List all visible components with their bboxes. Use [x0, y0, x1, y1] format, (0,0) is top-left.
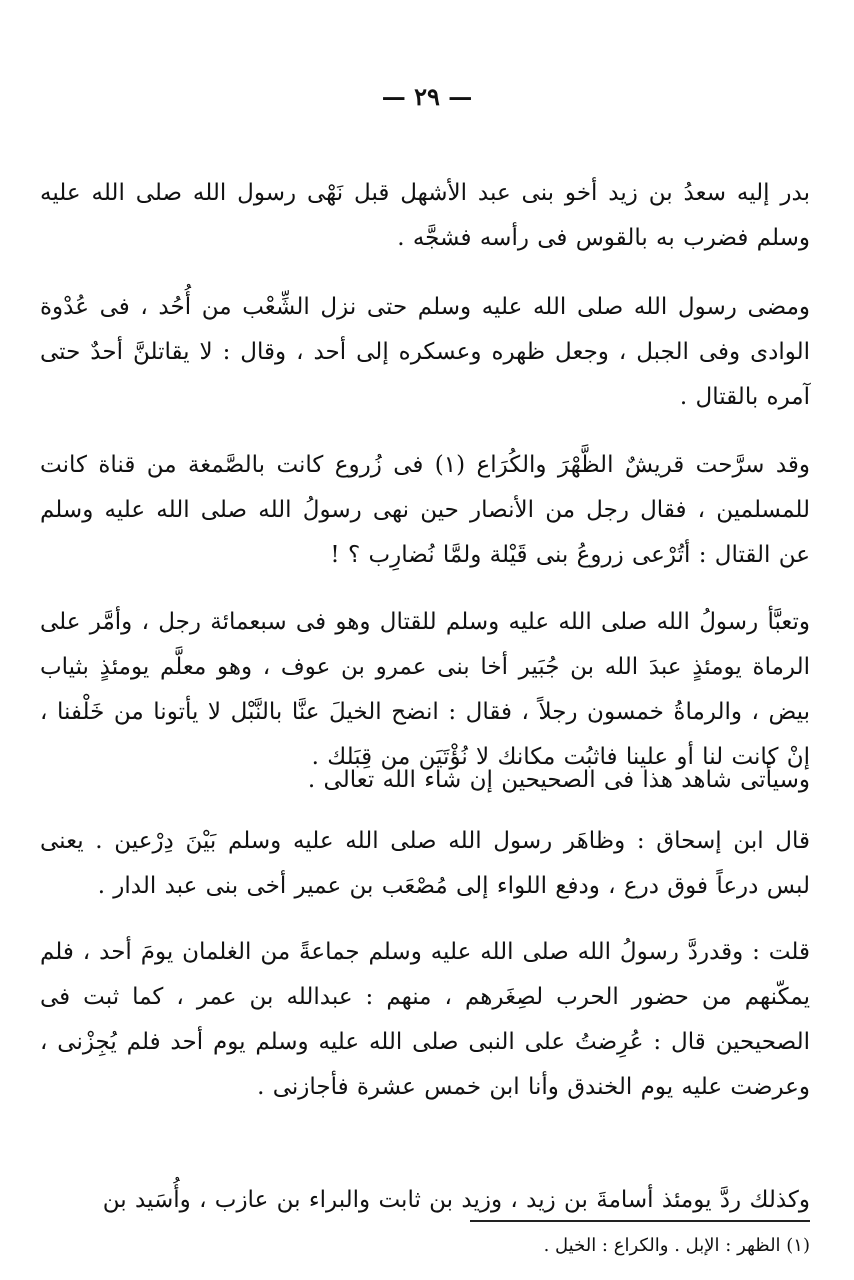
paragraph-5: وسيأتى شاهد هذا فى الصحيحين إن شاء الله تعالى .: [307, 767, 810, 793]
paragraph-3: وقد سرَّحت قريشٌ الظَّهْرَ والكُرَاع (١) فى زُروع كانت بالصَّمغة من قناة كانت للمسلمين ، فقال رجل من الأنصار حين نهى رسولُ الله صلى الله عليه وسلم عن القتال : أتُرْعى زروعُ بنى قَيْلة ولمَّا نُضارِب ؟ !: [40, 452, 810, 568]
paragraph-6: قال ابن إسحاق : وظاهَر رسول الله صلى الله عليه وسلم بَيْنَ دِرْعين . يعنى لبس درعاً فوق درع ، ودفع اللواء إلى مُصْعَب بن عمير أخى بنى عبد الدار .: [40, 828, 810, 899]
paragraph-7: قلت : وقدردَّ رسولُ الله صلى الله عليه وسلم جماعةً من الغلمان يومَ أحد ، فلم يمكّنهم من حضور الحرب لصِغَرهم ، منهم : عبدالله بن عمر ، كما ثبت فى الصحيحين قال : عُرِضتُ على النبى صلى الله عليه وسلم يوم أحد فلم يُجِزْنى ، وعرضت عليه يوم الخندق وأنا ابن خمس عشرة فأجازنى .: [40, 939, 810, 1100]
footnote: (١) الظهر : الإبل . والكراع : الخيل .: [543, 1235, 810, 1256]
paragraph-4: وتعبَّأ رسولُ الله صلى الله عليه وسلم للقتال وهو فى سبعمائة رجل ، وأمَّر على الرماة يومئذٍ عبدَ الله بن جُبَير أخا بنى عمرو بن عوف ، وهو معلَّم يومئذٍ بثياب بيض ، والرماةُ خمسون رجلاً ، فقال : انضح الخيلَ عنَّا بالنَّبْل لا يأتونا من خَلْفنا ، إنْ كانت لنا أو علينا فاثبُت مكانك لا نُؤْتَيَن من قِبَلك .: [40, 609, 810, 770]
footnote-divider: [470, 1220, 810, 1222]
paragraph-1: بدر إليه سعدُ بن زيد أخو بنى عبد الأشهل قبل نَهْى رسول الله صلى الله عليه وسلم فضرب به بالقوس فى رأسه فشجَّه .: [40, 180, 810, 251]
page-number: — ٢٩ —: [381, 82, 473, 111]
paragraph-2: ومضى رسول الله صلى الله عليه وسلم حتى نزل الشِّعْب من أُحُد ، فى عُدْوة الوادى وفى الجبل ، وجعل ظهره وعسكره إلى أحد ، وقال : لا يقاتلنَّ أحدٌ حتى آمره بالقتال .: [40, 294, 810, 410]
paragraph-8: وكذلك ردَّ يومئذ أسامةَ بن زيد ، وزيد بن ثابت والبراء بن عازب ، وأُسَيد بن: [102, 1187, 810, 1213]
